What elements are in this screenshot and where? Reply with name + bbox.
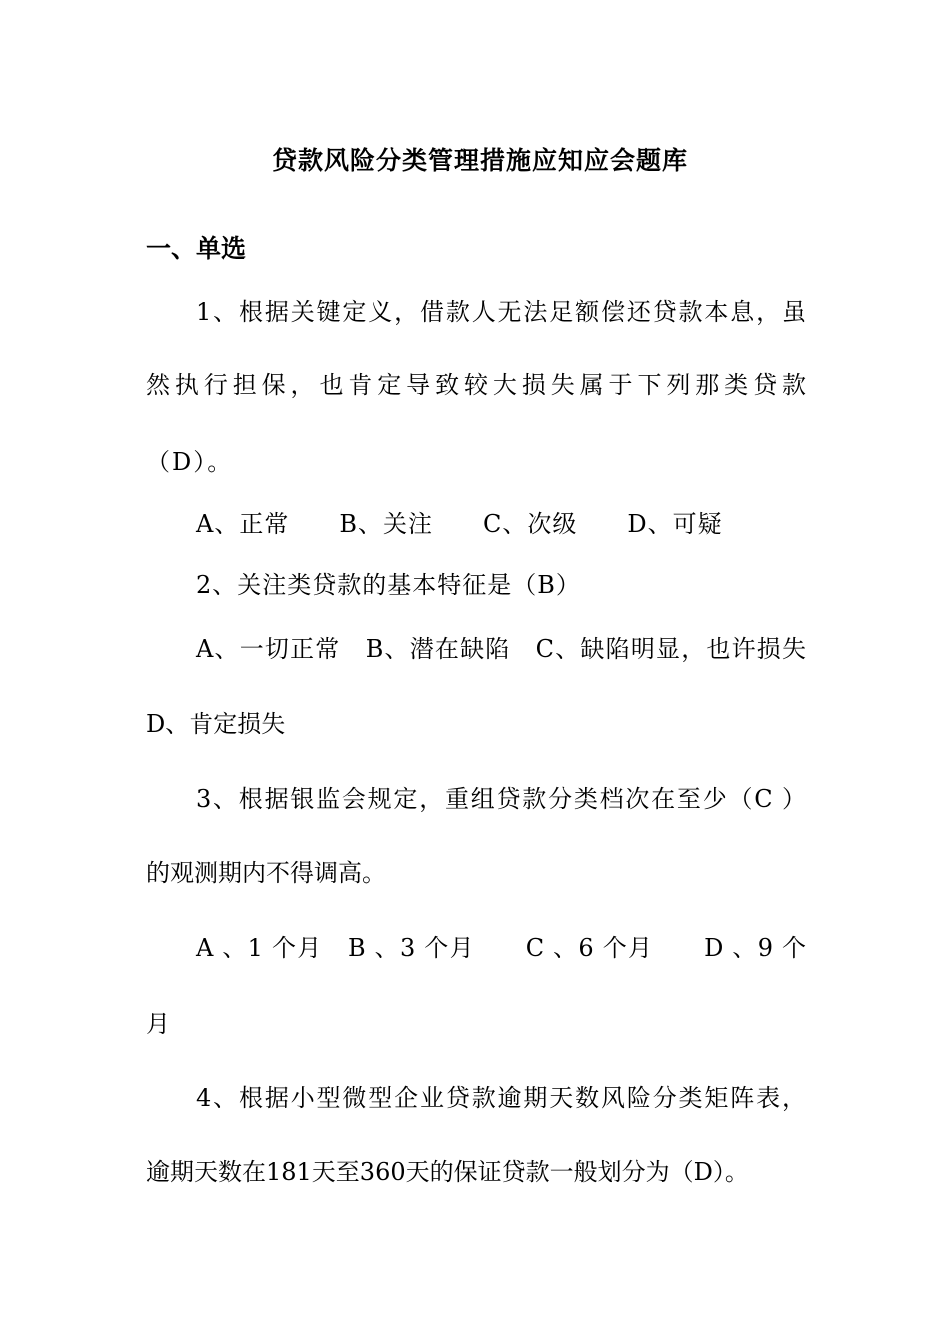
question-1-options: A、正常 B、关注 C、次级 D、可疑 [196, 510, 723, 538]
question-3-options-line-2: 月 [146, 1010, 170, 1038]
question-4-line-1: 4、根据小型微型企业贷款逾期天数风险分类矩阵表， [196, 1084, 806, 1112]
section-heading: 一、单选 [146, 234, 247, 263]
question-3-line-2: 的观测期内不得调高。 [146, 859, 386, 887]
question-3-line-1: 3、根据银监会规定，重组贷款分类档次在至少（C ） [196, 785, 806, 813]
question-1-line-1: 1、根据关键定义，借款人无法足额偿还贷款本息，虽 [196, 298, 806, 326]
question-1-line-3: （D）。 [146, 448, 234, 476]
question-2-options-line-1: A、一切正常 B、潜在缺陷 C、缺陷明显，也许损失 [196, 635, 806, 663]
question-2-line-1: 2、关注类贷款的基本特征是（B） [196, 571, 581, 599]
question-4-line-2: 逾期天数在181天至360天的保证贷款一般划分为（D）。 [146, 1158, 749, 1186]
question-2-options-line-2: D、肯定损失 [146, 710, 286, 738]
question-1-line-2: 然执行担保，也肯定导致较大损失属于下列那类贷款 [146, 371, 806, 399]
document-title: 贷款风险分类管理措施应知应会题库 [272, 146, 689, 175]
question-3-options-line-1: A 、1 个月 B 、3 个月 C 、6 个月 D 、9 个 [196, 934, 806, 962]
